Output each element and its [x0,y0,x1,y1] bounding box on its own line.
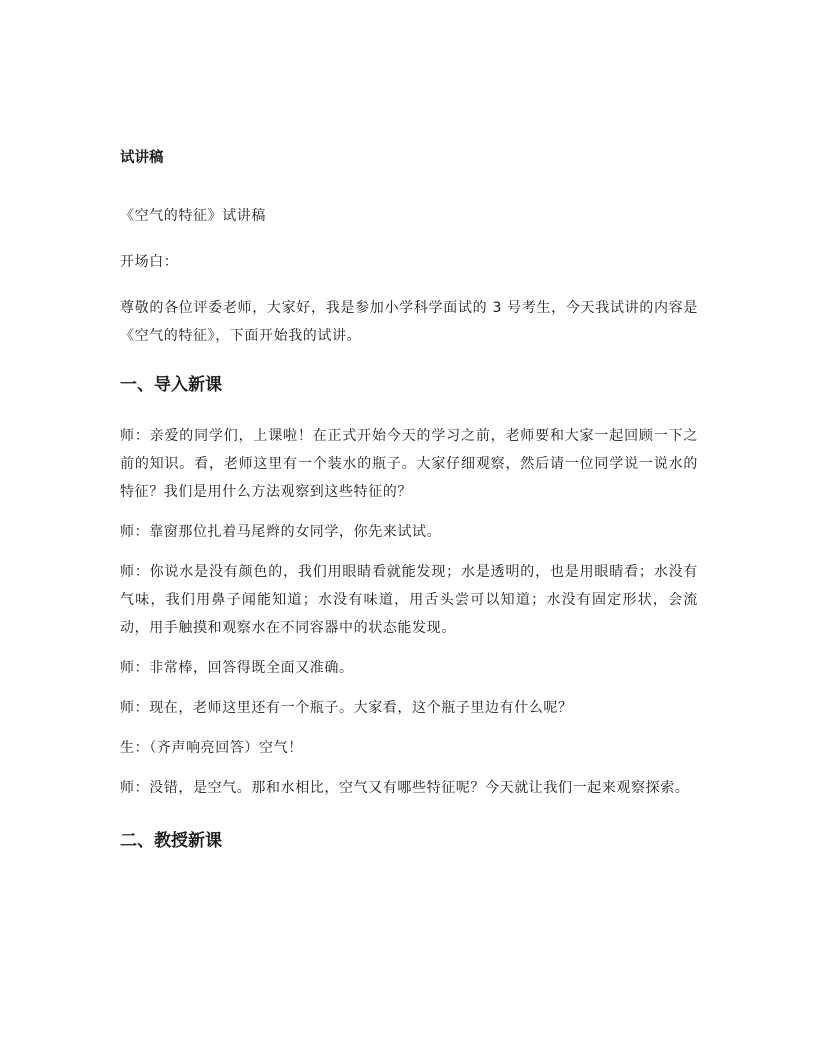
document-title: 试讲稿 [120,150,164,166]
dialogue-paragraph: 师：非常棒，回答得既全面又准确。 [120,660,354,676]
dialogue-paragraph: 师：靠窗那位扎着马尾辫的女同学，你先来试试。 [120,524,442,540]
opening-text: 尊敬的各位评委老师，大家好，我是参加小学科学面试的 3 号考生，今天我试讲的内容是《空气的特征》，下面开始我的试讲。 [120,300,698,344]
dialogue-paragraph: 师：亲爱的同学们，上课啦！在正式开始今天的学习之前，老师要和大家一起回顾一下之前的知识。看，老师这里有一个装水的瓶子。大家仔细观察，然后请一位同学说一说水的特征？我们是用什么方法观察到这些特征的？ [120,428,698,500]
dialogue-paragraph: 师：没错，是空气。那和水相比，空气又有哪些特征呢？今天就让我们一起来观察探索。 [120,780,690,796]
dialogue-paragraph: 师：你说水是没有颜色的，我们用眼睛看就能发现；水是透明的，也是用眼睛看；水没有气味，我们用鼻子闻能知道；水没有味道，用舌头尝可以知道；水没有固定形状，会流动，用手触摸和观察水在不同容器中的状态能发现。 [120,564,698,636]
section-heading-teaching: 二、教授新课 [120,831,222,851]
document-content [120,146,698,878]
section-heading-intro: 一、导入新课 [120,375,222,395]
document-subtitle: 《空气的特征》试讲稿 [120,208,266,224]
dialogue-paragraph: 师：现在，老师这里还有一个瓶子。大家看，这个瓶子里边有什么呢？ [120,700,573,716]
dialogue-paragraph: 生：（齐声响亮回答）空气！ [120,740,303,756]
opening-label: 开场白： [120,254,179,270]
